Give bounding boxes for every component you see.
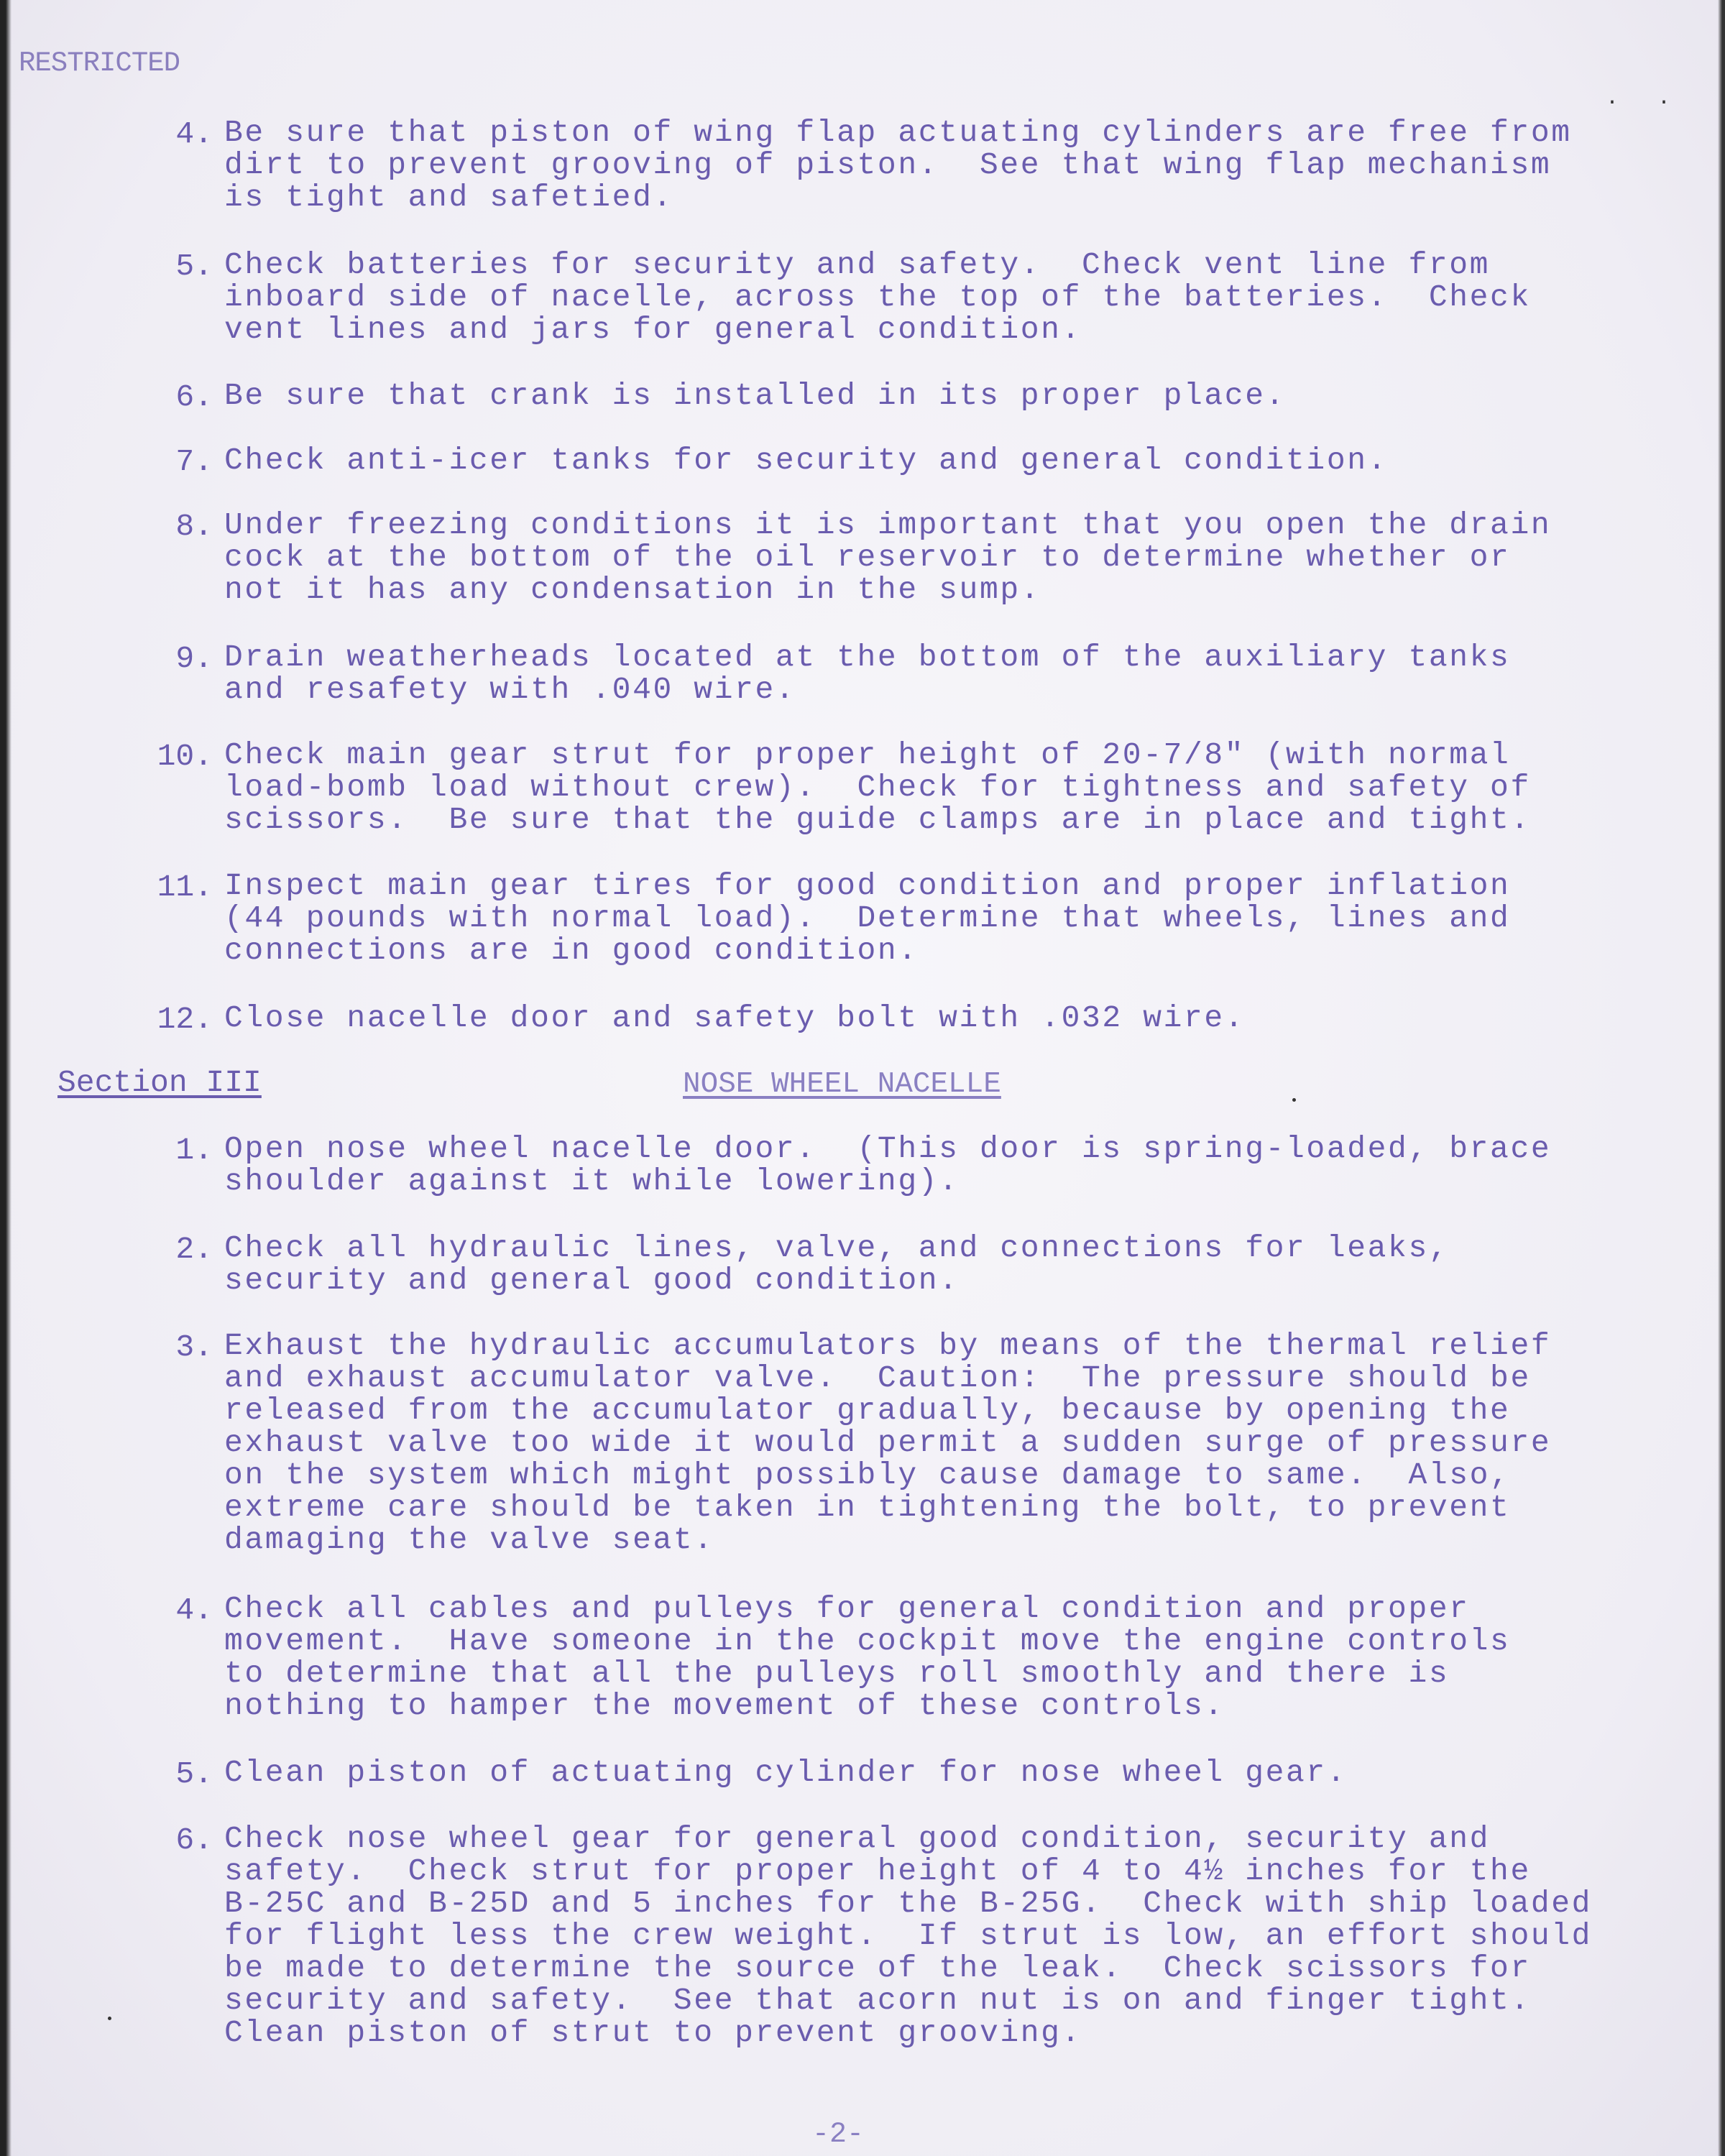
- text-line: Open nose wheel nacelle door. (This door is spring-loaded, brace: [224, 1131, 1552, 1166]
- text-line: (44 pounds with normal load). Determine that wheels, lines and: [224, 900, 1511, 936]
- item-text: [224, 1002, 1662, 1034]
- item-text: [224, 249, 1662, 346]
- text-line: movement. Have someone in the cockpit move the engine controls: [224, 1623, 1511, 1659]
- text-line: dirt to prevent grooving of piston. See that wing flap mechanism: [224, 147, 1552, 183]
- item-text: [224, 739, 1662, 836]
- item-number: 7.: [175, 444, 213, 479]
- text-line: to determine that all the pulleys roll smoothly and there is: [224, 1656, 1450, 1691]
- text-line: extreme care should be taken in tightening the bolt, to prevent: [224, 1490, 1511, 1525]
- item-number: 2.: [175, 1232, 213, 1267]
- item-number: 12.: [157, 1002, 213, 1037]
- text-line: B-25C and B-25D and 5 inches for the B-25G. Check with ship loaded: [224, 1886, 1593, 1921]
- item-number: 10.: [157, 739, 213, 774]
- margin-specks: · ·: [1605, 91, 1683, 115]
- item-text: [224, 1756, 1662, 1789]
- text-line: damaging the valve seat.: [224, 1522, 714, 1557]
- section-title: NOSE WHEEL NACELLE: [683, 1068, 1001, 1101]
- text-line: released from the accumulator gradually, because by opening the: [224, 1393, 1511, 1428]
- text-line: Check batteries for security and safety. Check vent line from: [224, 247, 1491, 282]
- item-text: [224, 116, 1662, 213]
- item-text: [224, 509, 1662, 606]
- text-line: Be sure that piston of wing flap actuating cylinders are free from: [224, 115, 1572, 150]
- item-text: [224, 641, 1662, 706]
- item-number: 9.: [175, 641, 213, 676]
- item-text: [224, 1330, 1662, 1556]
- text-line: for flight less the crew weight. If strut is low, an effort should: [224, 1918, 1593, 1953]
- text-line: load-bomb load without crew). Check for tightness and safety of: [224, 770, 1531, 805]
- item-number: 11.: [157, 870, 213, 905]
- text-line: be made to determine the source of the leak. Check scissors for: [224, 1950, 1531, 1986]
- text-line: and resafety with .040 wire.: [224, 672, 796, 707]
- item-text: [224, 444, 1662, 476]
- text-line: exhaust valve too wide it would permit a sudden surge of pressure: [224, 1425, 1552, 1460]
- text-line: Under freezing conditions it is important that you open the drain: [224, 507, 1552, 543]
- text-line: Check nose wheel gear for general good condition, security and: [224, 1821, 1491, 1856]
- item-text: [224, 1593, 1662, 1722]
- text-line: Check all hydraulic lines, valve, and connections for leaks,: [224, 1230, 1450, 1266]
- security-marking: RESTRICTED: [19, 47, 180, 79]
- text-line: Exhaust the hydraulic accumulators by means of the thermal relief: [224, 1328, 1552, 1363]
- text-line: Clean piston of strut to prevent grooving.: [224, 2015, 1082, 2050]
- item-number: 4.: [175, 1593, 213, 1628]
- text-line: Clean piston of actuating cylinder for nose wheel gear.: [224, 1755, 1348, 1790]
- item-number: 8.: [175, 509, 213, 544]
- item-text: [224, 1133, 1662, 1197]
- text-line: on the system which might possibly cause damage to same. Also,: [224, 1457, 1511, 1493]
- text-line: cock at the bottom of the oil reservoir to determine whether or: [224, 540, 1511, 575]
- item-number: 4.: [175, 116, 213, 152]
- text-line: is tight and safetied.: [224, 180, 673, 215]
- text-line: safety. Check strut for proper height of 4 to 4½ inches for the: [224, 1853, 1531, 1889]
- text-line: scissors. Be sure that the guide clamps are in place and tight.: [224, 802, 1531, 837]
- item-text: [224, 379, 1662, 412]
- text-line: Check main gear strut for proper height of 20-7/8" (with normal: [224, 737, 1511, 773]
- text-line: and exhaust accumulator valve. Caution: The pressure should be: [224, 1360, 1531, 1396]
- text-line: security and general good condition.: [224, 1263, 960, 1298]
- item-number: 5.: [175, 249, 213, 284]
- item-number: 6.: [175, 1823, 213, 1858]
- text-line: Close nacelle door and safety bolt with .032 wire.: [224, 1000, 1246, 1036]
- ink-speck: [1292, 1098, 1296, 1102]
- text-line: security and safety. See that acorn nut is on and finger tight.: [224, 1983, 1531, 2018]
- text-line: Check anti-icer tanks for security and general condition.: [224, 443, 1389, 478]
- text-line: connections are in good condition.: [224, 933, 919, 968]
- item-number: 1.: [175, 1133, 213, 1168]
- text-line: inboard side of nacelle, across the top of the batteries. Check: [224, 280, 1531, 315]
- ink-speck: [108, 2017, 111, 2020]
- item-text: [224, 870, 1662, 967]
- text-line: not it has any condensation in the sump.: [224, 572, 1041, 607]
- text-line: Inspect main gear tires for good condition and proper inflation: [224, 868, 1511, 903]
- page-number: -2-: [812, 2119, 865, 2151]
- text-line: Check all cables and pulleys for general condition and proper: [224, 1591, 1470, 1626]
- text-line: vent lines and jars for general condition.: [224, 312, 1082, 347]
- text-line: nothing to hamper the movement of these controls.: [224, 1688, 1225, 1723]
- item-number: 6.: [175, 379, 213, 415]
- item-number: 3.: [175, 1330, 213, 1365]
- item-text: [224, 1232, 1662, 1296]
- text-line: shoulder against it while lowering).: [224, 1164, 960, 1199]
- text-line: Be sure that crank is installed in its proper place.: [224, 378, 1287, 413]
- item-number: 5.: [175, 1756, 213, 1792]
- item-text: [224, 1823, 1662, 2049]
- section-label: Section III: [58, 1065, 262, 1100]
- text-line: Drain weatherheads located at the bottom of the auxiliary tanks: [224, 640, 1511, 675]
